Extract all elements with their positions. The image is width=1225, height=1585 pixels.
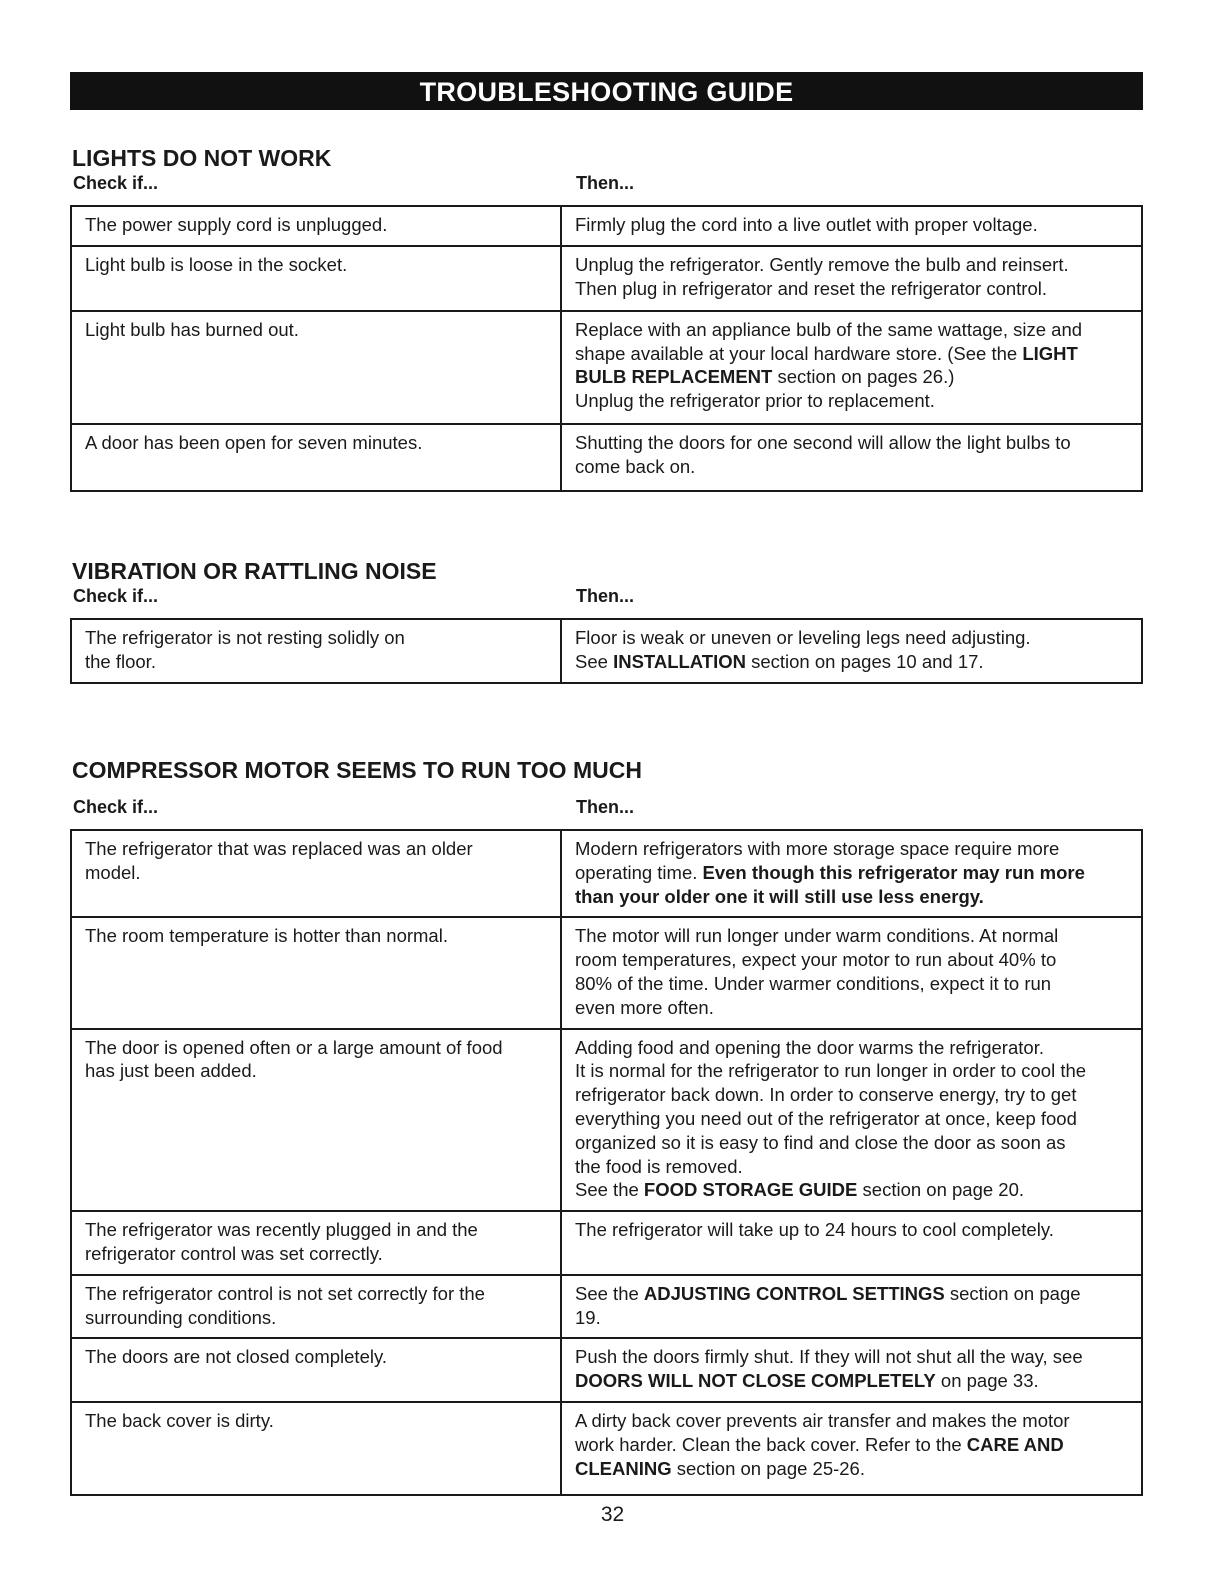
then-cell: The motor will run longer under warm conditions. At normal room temperatures, expect your motor to run about 40% to 80% of the time. Under warmer conditions, expect it to run even more often. <box>561 917 1142 1028</box>
table-row <box>71 1029 1142 1212</box>
table-row <box>71 424 1142 491</box>
then-heading: Then... <box>576 797 634 817</box>
check-cell: The refrigerator control is not set correctly for the surrounding conditions. <box>71 1275 561 1339</box>
table-row <box>71 206 1142 246</box>
table-row <box>71 311 1142 424</box>
then-cell: Replace with an appliance bulb of the same wattage, size and shape available at your local hardware store. (See the LIGHT BULB REPLACEMENT section on pages 26.) Unplug the refrigerator prior to replacement. <box>561 311 1142 424</box>
check-cell: The door is opened often or a large amount of food has just been added. <box>71 1029 561 1212</box>
table-row <box>71 1402 1142 1495</box>
then-cell: Floor is weak or uneven or leveling legs need adjusting. See INSTALLATION section on pages 10 and 17. <box>561 619 1142 683</box>
section-title: VIBRATION OR RATTLING NOISE <box>72 558 437 584</box>
bold-ref: than your older one it will still use less energy. <box>575 885 984 907</box>
check-cell: The doors are not closed completely. <box>71 1338 561 1402</box>
bold-ref: ADJUSTING CONTROL SETTINGS <box>643 1282 945 1304</box>
troubleshooting-table <box>70 205 1143 492</box>
troubleshooting-table <box>70 618 1143 684</box>
check-cell: The room temperature is hotter than normal. <box>71 917 561 1028</box>
then-cell: Unplug the refrigerator. Gently remove the bulb and reinsert. Then plug in refrigerator and reset the refrigerator control. <box>561 246 1142 311</box>
then-cell: Push the doors firmly shut. If they will not shut all the way, see DOORS WILL NOT CLOSE COMPLETELY on page 33. <box>561 1338 1142 1402</box>
then-cell: The refrigerator will take up to 24 hours to cool completely. <box>561 1211 1142 1275</box>
check-cell: The back cover is dirty. <box>71 1402 561 1495</box>
section-compressor <box>72 755 1143 1496</box>
check-cell: The refrigerator that was replaced was an older model. <box>71 830 561 917</box>
check-cell: The refrigerator was recently plugged in and the refrigerator control was set correctly. <box>71 1211 561 1275</box>
check-cell: The refrigerator is not resting solidly on the floor. <box>71 619 561 683</box>
then-heading: Then... <box>576 586 634 606</box>
table-row <box>71 246 1142 311</box>
column-headers <box>72 173 1143 195</box>
check-cell: Light bulb is loose in the socket. <box>71 246 561 311</box>
bold-ref: Even though this refrigerator may run more <box>702 861 1085 883</box>
bold-ref: DOORS WILL NOT CLOSE COMPLETELY <box>575 1370 936 1392</box>
table-row <box>71 1275 1142 1339</box>
then-cell: Modern refrigerators with more storage space require more operating time. Even though this refrigerator may run more than your older one it will still use less energy. <box>561 830 1142 917</box>
table-row <box>71 830 1142 917</box>
check-if-heading: Check if... <box>73 797 159 817</box>
table-row <box>71 917 1142 1028</box>
section-title: COMPRESSOR MOTOR SEEMS TO RUN TOO MUCH <box>72 757 642 783</box>
then-heading: Then... <box>576 173 634 193</box>
then-cell: Adding food and opening the door warms the refrigerator. It is normal for the refrigerator to run longer in order to cool the refrigerator back down. In order to conserve energy, try to get everything you need out of the refrigerator at once, keep food organized so it is easy to find and close the door as soon as the food is removed. See the FOOD STORAGE GUIDE section on page 20. <box>561 1029 1142 1212</box>
troubleshooting-table <box>70 829 1143 1496</box>
page-title-banner: TROUBLESHOOTING GUIDE <box>70 72 1143 110</box>
section-vibration <box>72 556 1143 684</box>
bold-ref: LIGHT <box>1022 342 1078 364</box>
bold-ref: BULB REPLACEMENT <box>575 366 773 388</box>
column-headers <box>72 797 1143 819</box>
page-number: 32 <box>600 1503 625 1526</box>
check-if-heading: Check if... <box>73 586 159 606</box>
then-cell: Firmly plug the cord into a live outlet with proper voltage. <box>561 206 1142 246</box>
check-cell: Light bulb has burned out. <box>71 311 561 424</box>
section-lights <box>72 143 1143 492</box>
bold-ref: FOOD STORAGE GUIDE <box>643 1179 858 1201</box>
bold-ref: CARE AND <box>966 1433 1064 1455</box>
then-cell: See the ADJUSTING CONTROL SETTINGS section on page 19. <box>561 1275 1142 1339</box>
check-cell: A door has been open for seven minutes. <box>71 424 561 491</box>
check-if-heading: Check if... <box>73 173 159 193</box>
then-cell: Shutting the doors for one second will allow the light bulbs to come back on. <box>561 424 1142 491</box>
bold-ref: INSTALLATION <box>613 650 746 672</box>
bold-ref: CLEANING <box>575 1457 672 1479</box>
table-row <box>71 1338 1142 1402</box>
check-cell: The power supply cord is unplugged. <box>71 206 561 246</box>
table-row <box>71 1211 1142 1275</box>
section-title: LIGHTS DO NOT WORK <box>72 145 332 171</box>
column-headers <box>72 586 1143 608</box>
table-row <box>71 619 1142 683</box>
then-cell: A dirty back cover prevents air transfer and makes the motor work harder. Clean the back cover. Refer to the CARE AND CLEANING section on page 25-26. <box>561 1402 1142 1495</box>
